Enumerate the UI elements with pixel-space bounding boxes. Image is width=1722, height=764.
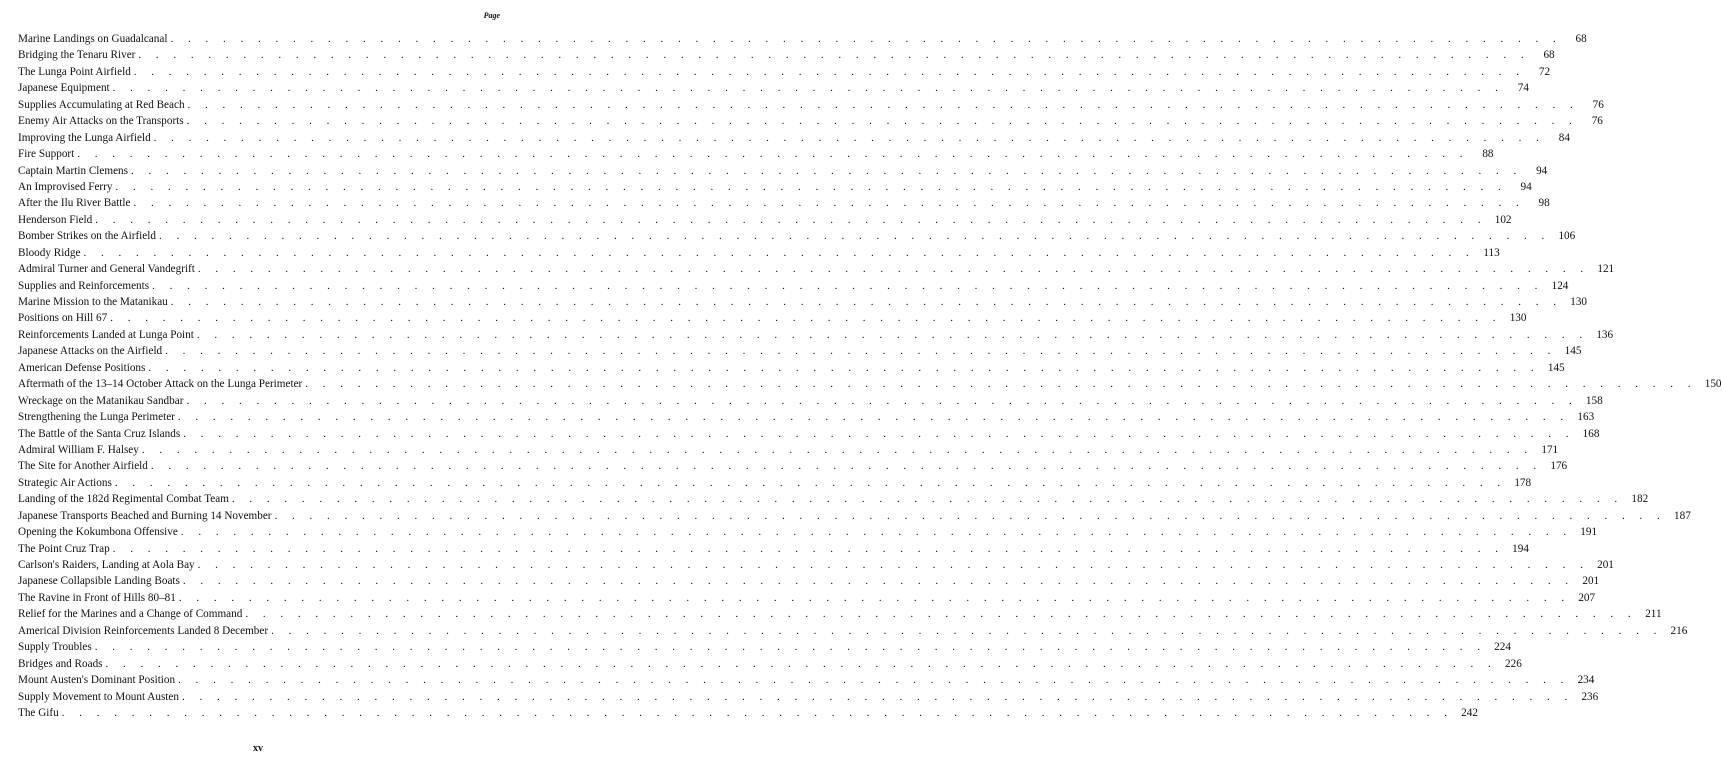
list-item (18, 458, 1568, 474)
list-item (18, 705, 1478, 721)
list-item (18, 228, 1576, 244)
dot-leader: . . . . . . . . . . . . . . . . . . . . . . . . . . . . . . . . . . . . . . . . . . . . . . . . . . . . . . . . . . . . . . . . . . . . . . . . . . . . . . . . (196, 328, 1589, 341)
entry-title: Enemy Air Attacks on the Transports (18, 115, 184, 128)
entry-title: Admiral Turner and General Vandegrift (18, 263, 195, 276)
entry-page-number: 182 (1631, 493, 1649, 506)
entry-title: Wreckage on the Matanikau Sandbar (18, 394, 184, 407)
entry-title: Improving the Lunga Airfield (18, 131, 151, 144)
entry-page-number: 130 (1570, 296, 1588, 308)
list-item (18, 442, 1559, 458)
entry-page-number: 242 (1461, 706, 1478, 719)
entry-page-number: 121 (1597, 263, 1615, 276)
list-item (18, 179, 1532, 195)
dot-leader: . . . . . . . . . . . . . . . . . . . . . . . . . . . . . . . . . . . . . . . . . . . . . . . . . . . . . . . . . . . . . . . . . . . . . . . . . . . . . . . . (112, 542, 1504, 555)
list-item (18, 195, 1550, 211)
list-item (18, 524, 1598, 540)
list-item (18, 376, 1722, 392)
entry-title: Japanese Transports Beached and Burning 14 November (18, 509, 272, 522)
list-item (18, 557, 1614, 573)
entry-page-number: 187 (1674, 509, 1691, 522)
list-item (18, 475, 1532, 491)
list-item (18, 409, 1595, 425)
list-item (18, 426, 1600, 442)
entry-title: Japanese Collapsible Landing Boats (18, 575, 180, 588)
dot-leader: . . . . . . . . . . . . . . . . . . . . . . . . . . . . . . . . . . . . . . . . . . . . . . . . . . . . . . . . . . . . . . . . . . . . . . . . . . . . . . . . (153, 131, 1545, 144)
entry-title: Bridges and Roads (18, 657, 103, 670)
list-item (18, 508, 1691, 524)
entry-page-number: 68 (1543, 49, 1555, 62)
list-item (18, 672, 1595, 688)
dot-leader: . . . . . . . . . . . . . . . . . . . . . . . . . . . . . . . . . . . . . . . . . . . . . . . . . . . . . . . . . . . . . . . . . . . . . . . . . . . . . . . . (83, 246, 1475, 259)
list-item (18, 31, 1587, 47)
dot-leader: . . . . . . . . . . . . . . . . . . . . . . . . . . . . . . . . . . . . . . . . . . . . . . . . . . . . . . . . . . . . . . . . . . . . . . . . . . . . . . . . (305, 378, 1697, 391)
entry-title: Strategic Air Actions (18, 476, 112, 489)
entry-title: Marine Landings on Guadalcanal (18, 33, 168, 45)
dot-leader: . . . . . . . . . . . . . . . . . . . . . . . . . . . . . . . . . . . . . . . . . . . . . . . . . . . . . . . . . . . . . . . . . . . . . . . . . . . . . . . . (148, 361, 1540, 374)
list-item (18, 47, 1555, 63)
entry-title: Americal Division Reinforcements Landed 8 December (18, 624, 269, 637)
list-item (18, 278, 1569, 294)
entry-page-number: 191 (1580, 526, 1598, 539)
dot-leader: . . . . . . . . . . . . . . . . . . . . . . . . . . . . . . . . . . . . . . . . . . . . . . . . . . . . . . . . . . . . . . . . . . . . . . . . . . . . . . . . (158, 230, 1551, 243)
list-item (18, 130, 1570, 146)
entry-page-number: 171 (1541, 443, 1559, 456)
dot-leader: . . . . . . . . . . . . . . . . . . . . . . . . . . . . . . . . . . . . . . . . . . . . . . . . . . . . . . . . . . . . . . . . . . . . . . . . . . . . . . . . (77, 148, 1469, 161)
dot-leader: . . . . . . . . . . . . . . . . . . . . . . . . . . . . . . . . . . . . . . . . . . . . . . . . . . . . . . . . . . . . . . . . . . . . . . . . . . . . . . . . (133, 65, 1526, 78)
entry-title: The Lunga Point Airfield (18, 65, 131, 78)
dot-leader: . . . . . . . . . . . . . . . . . . . . . . . . . . . . . . . . . . . . . . . . . . . . . . . . . . . . . . . . . . . . . . . . . . . . . . . . . . . . . . . . (186, 394, 1578, 407)
entry-title: Supply Movement to Mount Austen (18, 690, 179, 703)
list-item (18, 64, 1551, 80)
entry-page-number: 98 (1538, 197, 1550, 210)
entry-title: Japanese Equipment (18, 82, 110, 95)
dot-leader: . . . . . . . . . . . . . . . . . . . . . . . . . . . . . . . . . . . . . . . . . . . . . . . . . . . . . . . . . . . . . . . . . . . . . . . . . . . . . . . . (170, 33, 1562, 45)
list-item (18, 623, 1688, 639)
entry-page-number: 178 (1514, 476, 1532, 489)
entry-page-number: 150 (1704, 378, 1722, 391)
list-item (18, 113, 1603, 129)
entry-title: The Battle of the Santa Cruz Islands (18, 427, 181, 440)
dot-leader: . . . . . . . . . . . . . . . . . . . . . . . . . . . . . . . . . . . . . . . . . . . . . . . . . . . . . . . . . . . . . . . . . . . . . . . . . . . . . . . . (187, 98, 1579, 111)
list-item (18, 393, 1603, 409)
list-item (18, 360, 1565, 376)
dot-leader: . . . . . . . . . . . . . . . . . . . . . . . . . . . . . . . . . . . . . . . . . . . . . . . . . . . . . . . . . . . . . . . . . . . . . . . . . . . . . . . . (138, 49, 1530, 62)
list-item (18, 639, 1511, 655)
entry-page-number: 136 (1596, 328, 1614, 341)
entry-page-number: 224 (1494, 641, 1511, 654)
entry-page-number: 201 (1597, 559, 1614, 571)
entry-title: Admiral William F. Halsey (18, 443, 139, 456)
entry-title: Strengthening the Lunga Perimeter (18, 411, 175, 424)
entry-title: The Point Cruz Trap (18, 542, 110, 555)
list-item (18, 573, 1600, 589)
entry-page-number: 158 (1585, 394, 1603, 407)
entry-title: Positions on Hill 67 (18, 312, 108, 325)
entry-page-number: 168 (1582, 427, 1600, 440)
entry-page-number: 216 (1670, 624, 1688, 637)
dot-leader: . . . . . . . . . . . . . . . . . . . . . . . . . . . . . . . . . . . . . . . . . . . . . . . . . . . . . . . . . . . . . . . . . . . . . . . . . . . . . . . . (231, 493, 1624, 506)
dot-leader: . . . . . . . . . . . . . . . . . . . . . . . . . . . . . . . . . . . . . . . . . . . . . . . . . . . . . . . . . . . . . . . . . . . . . . . . . . . . . . . . (152, 279, 1544, 292)
dot-leader: . . . . . . . . . . . . . . . . . . . . . . . . . . . . . . . . . . . . . . . . . . . . . . . . . . . . . . . . . . . . . . . . . . . . . . . . . . . . . . . . (197, 263, 1590, 276)
dot-leader: . . . . . . . . . . . . . . . . . . . . . . . . . . . . . . . . . . . . . . . . . . . . . . . . . . . . . . . . . . . . . . . . . . . . . . . . . . . . . . . . (94, 641, 1486, 654)
list-item (18, 261, 1615, 277)
dot-leader: . . . . . . . . . . . . . . . . . . . . . . . . . . . . . . . . . . . . . . . . . . . . . . . . . . . . . . . . . . . . . . . . . . . . . . . . . . . . . . . . (114, 476, 1507, 489)
dot-leader: . . . . . . . . . . . . . . . . . . . . . . . . . . . . . . . . . . . . . . . . . . . . . . . . . . . . . . . . . . . . . . . . . . . . . . . . . . . . . . . . (115, 180, 1507, 193)
dot-leader: . . . . . . . . . . . . . . . . . . . . . . . . . . . . . . . . . . . . . . . . . . . . . . . . . . . . . . . . . . . . . . . . . . . . . . . . . . . . . . . . (180, 526, 1573, 539)
dot-leader: . . . . . . . . . . . . . . . . . . . . . . . . . . . . . . . . . . . . . . . . . . . . . . . . . . . . . . . . . . . . . . . . . . . . . . . . . . . . . . . . (183, 427, 1575, 440)
entry-title: An Improvised Ferry (18, 180, 113, 193)
page-column-label: Page (483, 11, 500, 20)
dot-leader: . . . . . . . . . . . . . . . . . . . . . . . . . . . . . . . . . . . . . . . . . . . . . . . . . . . . . . . . . . . . . . . . . . . . . . . . . . . . . . . . (150, 460, 1543, 473)
dot-leader: . . . . . . . . . . . . . . . . . . . . . . . . . . . . . . . . . . . . . . . . . . . . . . . . . . . . . . . . . . . . . . . . . . . . . . . . . . . . . . . . (141, 443, 1534, 456)
entry-title: Supplies and Reinforcements (18, 279, 150, 292)
list-item (18, 327, 1614, 343)
list-item (18, 245, 1500, 261)
entry-title: Aftermath of the 13–14 October Attack on the Lunga Perimeter (18, 378, 303, 391)
list-item (18, 146, 1494, 162)
entry-page-number: 76 (1592, 98, 1604, 111)
entry-title: Captain Martin Clemens (18, 164, 128, 177)
list-item (18, 212, 1512, 228)
dot-leader: . . . . . . . . . . . . . . . . . . . . . . . . . . . . . . . . . . . . . . . . . . . . . . . . . . . . . . . . . . . . . . . . . . . . . . . . . . . . . . . . (133, 197, 1525, 210)
entry-title: The Gifu (18, 706, 59, 719)
list-item (18, 294, 1588, 310)
list-item (18, 491, 1649, 507)
dot-leader: . . . . . . . . . . . . . . . . . . . . . . . . . . . . . . . . . . . . . . . . . . . . . . . . . . . . . . . . . . . . . . . . . . . . . . . . . . . . . . . . (197, 559, 1589, 571)
entry-page-number: 226 (1505, 657, 1522, 670)
list-item (18, 80, 1529, 96)
entry-page-number: 72 (1538, 65, 1551, 78)
page-folio: xv (253, 743, 263, 754)
list-item (18, 656, 1522, 672)
list-item (18, 97, 1604, 113)
entry-title: The Ravine in Front of Hills 80–81 (18, 591, 176, 604)
entry-title: After the Ilu River Battle (18, 197, 131, 210)
dot-leader: . . . . . . . . . . . . . . . . . . . . . . . . . . . . . . . . . . . . . . . . . . . . . . . . . . . . . . . . . . . . . . . . . . . . . . . . . . . . . . . . (61, 706, 1453, 719)
list-item (18, 163, 1548, 179)
entry-page-number: 88 (1482, 148, 1494, 161)
dot-leader: . . . . . . . . . . . . . . . . . . . . . . . . . . . . . . . . . . . . . . . . . . . . . . . . . . . . . . . . . . . . . . . . . . . . . . . . . . . . . . . . (105, 657, 1497, 670)
dot-leader: . . . . . . . . . . . . . . . . . . . . . . . . . . . . . . . . . . . . . . . . . . . . . . . . . . . . . . . . . . . . . . . . . . . . . . . . . . . . . . . . (131, 164, 1523, 177)
entry-title: Supplies Accumulating at Red Beach (18, 98, 185, 111)
dot-leader: . . . . . . . . . . . . . . . . . . . . . . . . . . . . . . . . . . . . . . . . . . . . . . . . . . . . . . . . . . . . . . . . . . . . . . . . . . . . . . . . (245, 608, 1637, 621)
entry-title: Carlson's Raiders, Landing at Aola Bay (18, 559, 195, 571)
entry-title: Mount Austen's Dominant Position (18, 674, 176, 687)
entry-title: American Defense Positions (18, 361, 146, 374)
entry-page-number: 236 (1581, 690, 1599, 703)
entry-title: The Site for Another Airfield (18, 460, 148, 473)
dot-leader: . . . . . . . . . . . . . . . . . . . . . . . . . . . . . . . . . . . . . . . . . . . . . . . . . . . . . . . . . . . . . . . . . . . . . . . . . . . . . . . . (271, 624, 1663, 637)
entry-page-number: 201 (1582, 575, 1600, 588)
entry-page-number: 68 (1575, 33, 1587, 45)
list-item (18, 343, 1582, 359)
entry-page-number: 145 (1547, 361, 1565, 374)
dot-leader: . . . . . . . . . . . . . . . . . . . . . . . . . . . . . . . . . . . . . . . . . . . . . . . . . . . . . . . . . . . . . . . . . . . . . . . . . . . . . . . . (170, 296, 1563, 308)
entry-title: Henderson Field (18, 213, 93, 226)
entry-page-number: 94 (1520, 180, 1532, 193)
dot-leader: . . . . . . . . . . . . . . . . . . . . . . . . . . . . . . . . . . . . . . . . . . . . . . . . . . . . . . . . . . . . . . . . . . . . . . . . . . . . . . . . (274, 509, 1666, 522)
entry-page-number: 102 (1494, 213, 1512, 226)
list-item (18, 541, 1529, 557)
dot-leader: . . . . . . . . . . . . . . . . . . . . . . . . . . . . . . . . . . . . . . . . . . . . . . . . . . . . . . . . . . . . . . . . . . . . . . . . . . . . . . . . (181, 690, 1574, 703)
entry-page-number: 76 (1591, 115, 1603, 128)
dot-leader: . . . . . . . . . . . . . . . . . . . . . . . . . . . . . . . . . . . . . . . . . . . . . . . . . . . . . . . . . . . . . . . . . . . . . . . . . . . . . . . . (110, 312, 1502, 325)
entry-page-number: 194 (1512, 542, 1529, 555)
dot-leader: . . . . . . . . . . . . . . . . . . . . . . . . . . . . . . . . . . . . . . . . . . . . . . . . . . . . . . . . . . . . . . . . . . . . . . . . . . . . . . . . (178, 591, 1571, 604)
entry-title: Relief for the Marines and a Change of Command (18, 608, 243, 621)
entry-title: Marine Mission to the Matanikau (18, 296, 168, 308)
entry-title: Fire Support (18, 148, 75, 161)
entry-title: Japanese Attacks on the Airfield (18, 345, 163, 358)
dot-leader: . . . . . . . . . . . . . . . . . . . . . . . . . . . . . . . . . . . . . . . . . . . . . . . . . . . . . . . . . . . . . . . . . . . . . . . . . . . . . . . . (186, 115, 1578, 128)
entry-title: Landing of the 182d Regimental Combat Team (18, 493, 229, 506)
entry-page-number: 106 (1558, 230, 1576, 243)
entry-page-number: 234 (1577, 674, 1595, 687)
list-item (18, 310, 1527, 326)
entry-page-number: 207 (1578, 591, 1596, 604)
list-item (18, 689, 1599, 705)
dot-leader: . . . . . . . . . . . . . . . . . . . . . . . . . . . . . . . . . . . . . . . . . . . . . . . . . . . . . . . . . . . . . . . . . . . . . . . . . . . . . . . . (177, 411, 1570, 424)
entry-title: Opening the Kokumbona Offensive (18, 526, 178, 539)
dot-leader: . . . . . . . . . . . . . . . . . . . . . . . . . . . . . . . . . . . . . . . . . . . . . . . . . . . . . . . . . . . . . . . . . . . . . . . . . . . . . . . . (95, 213, 1487, 226)
entry-page-number: 176 (1550, 460, 1568, 473)
entry-title: Supply Troubles (18, 641, 92, 654)
entry-title: Bomber Strikes on the Airfield (18, 230, 156, 243)
entry-title: Reinforcements Landed at Lunga Point (18, 328, 194, 341)
entry-page-number: 211 (1645, 608, 1662, 621)
entry-page-number: 94 (1536, 164, 1548, 177)
entry-page-number: 163 (1577, 411, 1595, 424)
dot-leader: . . . . . . . . . . . . . . . . . . . . . . . . . . . . . . . . . . . . . . . . . . . . . . . . . . . . . . . . . . . . . . . . . . . . . . . . . . . . . . . . (112, 82, 1504, 95)
entry-title: Bloody Ridge (18, 246, 81, 259)
dot-leader: . . . . . . . . . . . . . . . . . . . . . . . . . . . . . . . . . . . . . . . . . . . . . . . . . . . . . . . . . . . . . . . . . . . . . . . . . . . . . . . . (182, 575, 1575, 588)
list-item (18, 590, 1596, 606)
entry-page-number: 74 (1517, 82, 1529, 95)
entry-page-number: 145 (1564, 345, 1582, 358)
entry-page-number: 130 (1509, 312, 1527, 325)
dot-leader: . . . . . . . . . . . . . . . . . . . . . . . . . . . . . . . . . . . . . . . . . . . . . . . . . . . . . . . . . . . . . . . . . . . . . . . . . . . . . . . . (178, 674, 1570, 687)
list-item (18, 606, 1662, 622)
illustrations-list (18, 31, 1722, 721)
entry-title: Bridging the Tenaru River (18, 49, 136, 62)
entry-page-number: 124 (1551, 279, 1569, 292)
dot-leader: . . . . . . . . . . . . . . . . . . . . . . . . . . . . . . . . . . . . . . . . . . . . . . . . . . . . . . . . . . . . . . . . . . . . . . . . . . . . . . . . (165, 345, 1557, 358)
entry-page-number: 84 (1558, 131, 1570, 144)
entry-page-number: 113 (1483, 246, 1500, 259)
